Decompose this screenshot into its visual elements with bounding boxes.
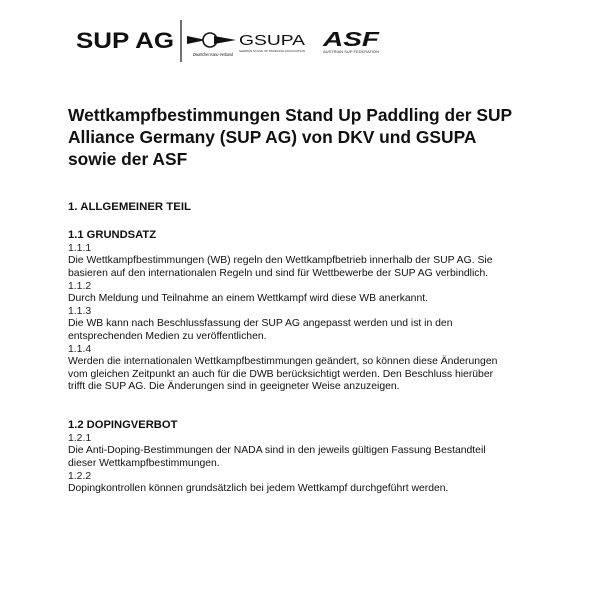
clause-text: Die Wettkampfbestimmungen (WB) regeln den Wettkampfbetrieb innerhalb der SUP AG. Sie basieren auf den internationalen Regeln und sind für Wettbewerbe der SUP AG verbindlich. [68,255,493,279]
asf-logo [322,29,380,54]
subsection-heading-grundsatz: 1.1 GRUNDSATZ [68,229,157,241]
asf-logo-text: ASF [321,29,381,51]
subsection-heading-dopingverbot: 1.2 DOPINGVERBOT [68,419,178,431]
clause-text: Dopingkontrollen können grundsätzlich bei jedem Wettkampf durchgeführt werden. [68,483,449,494]
asf-caption: AUSTRIAN SUP FEDERATION [323,50,380,54]
clause-number: 1.2.1 [68,433,92,444]
gsupa-logo [239,32,305,53]
supag-logo [76,28,174,53]
clause-text: Die Anti-Doping-Bestimmungen der NADA sind in den jeweils gültigen Fassung Bestandteil dieser Wettkampfbestimmungen. [68,445,486,469]
section-heading: 1. ALLGEMEINER TEIL [68,201,191,213]
logo-bar [76,16,396,64]
clause-number: 1.1.3 [68,306,92,317]
clause-number: 1.1.1 [68,243,92,254]
clause-number: 1.1.2 [68,281,92,292]
title-line-1: Wettkampfbestimmungen Stand Up Paddling der SUP [68,105,513,125]
document-title [68,104,538,170]
gsupa-logo-text: GSUPA [239,32,305,49]
gsupa-caption: GERMAN STAND UP PADDLING ASSOCIATION [239,50,296,53]
title-line-3: sowie der ASF [68,149,188,169]
title-line-2: Alliance Germany (SUP AG) von DKV und GSUPA [68,127,477,147]
clause-text: Die WB kann nach Beschlussfassung der SUP AG angepasst werden und ist in den entsprechenden Medien zu veröffentlichen. [68,318,453,342]
clause-text: Durch Meldung und Teilnahme an einem Wettkampf wird diese WB anerkannt. [68,293,429,304]
clause-text: Werden die internationalen Wettkampfbestimmungen geändert, so können diese Änderungen vom gleichen Zeitpunkt an auch für die DWB berücksichtigt werden. Den Beschluss hierüber trifft die SUP AG. Die Änderungen sind in geeigneter Weise anzuzeigen. [68,356,498,393]
clause-number: 1.1.4 [68,344,92,355]
dkv-logo [187,33,236,57]
supag-logo-text: SUP AG [76,28,174,53]
clause-number: 1.2.2 [68,471,92,482]
dkv-caption: Deutscher Kanu-Verband [193,52,234,57]
